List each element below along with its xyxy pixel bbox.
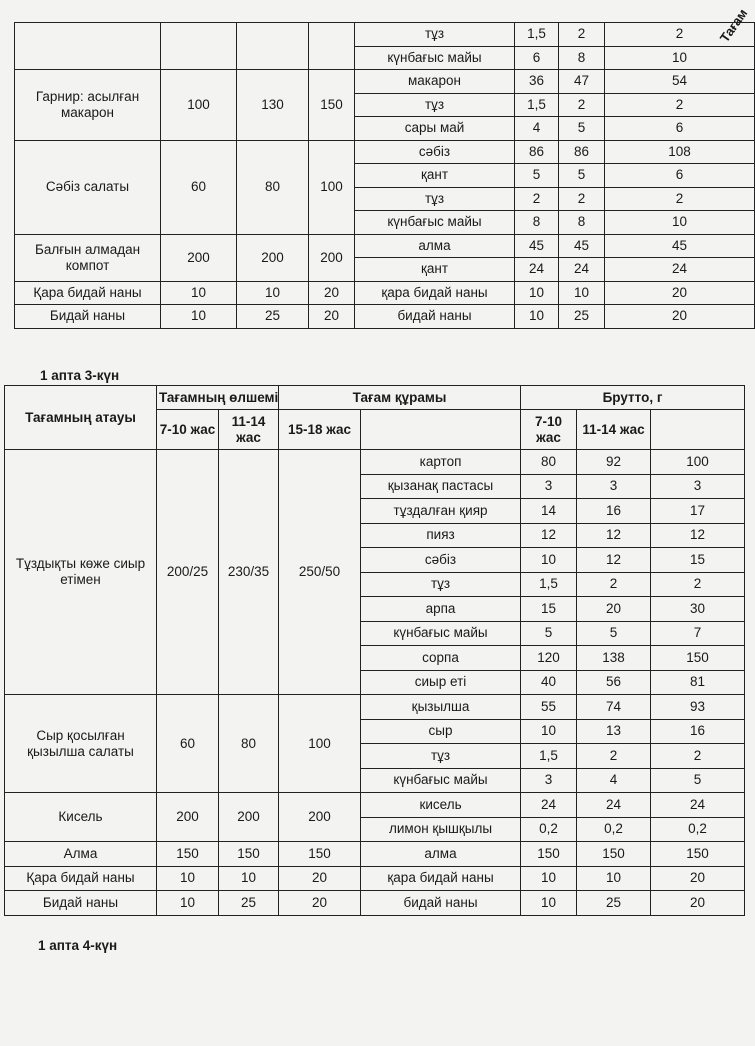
brutto-cell-3: 20 — [651, 866, 745, 891]
brutto-cell-3: 100 — [651, 450, 745, 475]
brutto-cell-2: 16 — [577, 499, 651, 524]
brutto-cell-1: 10 — [521, 891, 577, 916]
portion-cell-3: 100 — [279, 695, 361, 793]
brutto-cell-2: 86 — [559, 140, 605, 164]
ingredient-name-cell: сиыр еті — [361, 670, 521, 695]
ingredient-name-cell: лимон қышқылы — [361, 817, 521, 842]
portion-cell-2: 25 — [237, 305, 309, 329]
ingredient-name-cell: алма — [355, 234, 515, 258]
brutto-cell-3: 24 — [605, 258, 755, 282]
brutto-cell-2: 12 — [577, 548, 651, 573]
brutto-cell-2: 25 — [559, 305, 605, 329]
table-row — [15, 70, 755, 94]
brutto-cell-3: 12 — [651, 523, 745, 548]
brutto-cell-1: 1,5 — [521, 744, 577, 769]
ingredient-name-cell: күнбағыс майы — [355, 211, 515, 235]
ingredient-name-cell: тұз — [361, 744, 521, 769]
brutto-cell-3: 6 — [605, 164, 755, 188]
brutto-cell-3: 5 — [651, 768, 745, 793]
ingredient-name-cell: қызылша — [361, 695, 521, 720]
ingredient-name-cell: бидай наны — [355, 305, 515, 329]
portion-cell-1: 150 — [157, 842, 219, 867]
dish-name-cell: Сыр қосылған қызылша салаты — [5, 695, 157, 793]
brutto-cell-3: 6 — [605, 117, 755, 141]
brutto-cell-3: 150 — [651, 842, 745, 867]
portion-cell-3: 20 — [309, 305, 355, 329]
brutto-cell-1: 0,2 — [521, 817, 577, 842]
brutto-cell-3: 2 — [651, 572, 745, 597]
ingredient-name-cell: макарон — [355, 70, 515, 94]
portion-cell-1: 60 — [161, 140, 237, 234]
brutto-cell-2: 13 — [577, 719, 651, 744]
portion-cell-2: 80 — [219, 695, 279, 793]
portion-cell-2: 80 — [237, 140, 309, 234]
heading-week1-day4: 1 апта 4-күн — [38, 938, 118, 953]
brutto-cell-1: 14 — [521, 499, 577, 524]
portion-cell-1: 10 — [161, 281, 237, 305]
portion-cell-1: 10 — [161, 305, 237, 329]
portion-cell-3: 20 — [279, 891, 361, 916]
ingredient-name-cell: күнбағыс майы — [355, 46, 515, 70]
brutto-cell-2: 8 — [559, 46, 605, 70]
table-row — [15, 234, 755, 258]
brutto-cell-2: 56 — [577, 670, 651, 695]
heading-week1-day3: 1 апта 3-күн — [40, 368, 120, 383]
brutto-cell-1: 15 — [521, 597, 577, 622]
brutto-cell-2: 20 — [577, 597, 651, 622]
brutto-cell-1: 24 — [515, 258, 559, 282]
ingredient-name-cell: тұз — [355, 23, 515, 47]
portion-cell-2: 230/35 — [219, 450, 279, 695]
brutto-cell-3: 81 — [651, 670, 745, 695]
brutto-cell-2: 2 — [559, 93, 605, 117]
portion-cell-1: 10 — [157, 866, 219, 891]
table-row — [5, 891, 745, 916]
brutto-cell-3: 10 — [605, 211, 755, 235]
brutto-cell-1: 2 — [515, 187, 559, 211]
brutto-cell-2: 92 — [577, 450, 651, 475]
brutto-cell-1: 150 — [521, 842, 577, 867]
portion-cell-3: 20 — [279, 866, 361, 891]
portion-cell-3: 150 — [279, 842, 361, 867]
dish-name-cell: Қара бидай наны — [5, 866, 157, 891]
portion-cell-3: 250/50 — [279, 450, 361, 695]
brutto-cell-2: 2 — [577, 744, 651, 769]
brutto-cell-2: 0,2 — [577, 817, 651, 842]
brutto-cell-2: 4 — [577, 768, 651, 793]
portion-cell-2: 200 — [219, 793, 279, 842]
ingredient-name-cell: тұз — [361, 572, 521, 597]
header-age-7-10: 7-10 жас — [157, 410, 219, 450]
brutto-cell-1: 10 — [521, 548, 577, 573]
brutto-cell-1: 1,5 — [515, 93, 559, 117]
dish-name-cell: Сәбіз салаты — [15, 140, 161, 234]
table-row — [15, 305, 755, 329]
portion-cell-2: 10 — [237, 281, 309, 305]
brutto-cell-1: 24 — [521, 793, 577, 818]
dish-name-cell — [15, 23, 161, 70]
header-dish-name: Тағамның атауы — [5, 386, 157, 450]
ingredient-name-cell: қант — [355, 164, 515, 188]
brutto-cell-1: 1,5 — [515, 23, 559, 47]
brutto-cell-3: 15 — [651, 548, 745, 573]
dish-name-cell: Гарнир: асылған макарон — [15, 70, 161, 141]
brutto-cell-1: 45 — [515, 234, 559, 258]
brutto-cell-1: 4 — [515, 117, 559, 141]
portion-cell-1: 200 — [161, 234, 237, 281]
portion-cell-1: 100 — [161, 70, 237, 141]
brutto-cell-1: 120 — [521, 646, 577, 671]
portion-cell-2: 130 — [237, 70, 309, 141]
ingredient-name-cell: сыр — [361, 719, 521, 744]
menu-table-previous-day — [14, 22, 755, 329]
brutto-cell-2: 45 — [559, 234, 605, 258]
brutto-cell-1: 10 — [521, 719, 577, 744]
brutto-cell-3: 2 — [605, 23, 755, 47]
ingredient-name-cell: сары май — [355, 117, 515, 141]
brutto-cell-3: 45 — [605, 234, 755, 258]
dish-name-cell: Балғын алмадан компот — [15, 234, 161, 281]
brutto-cell-2: 5 — [577, 621, 651, 646]
header-brutto-age-7-10: 7-10 жас — [521, 410, 577, 450]
brutto-cell-2: 24 — [577, 793, 651, 818]
ingredient-name-cell: қара бидай наны — [355, 281, 515, 305]
header-brutto-age-11-14: 11-14 жас — [577, 410, 651, 450]
brutto-cell-2: 3 — [577, 474, 651, 499]
portion-cell-3: 200 — [279, 793, 361, 842]
portion-cell-3: 150 — [309, 70, 355, 141]
brutto-cell-3: 0,2 — [651, 817, 745, 842]
dish-name-cell: Алма — [5, 842, 157, 867]
brutto-cell-3: 24 — [651, 793, 745, 818]
dish-name-cell: Кисель — [5, 793, 157, 842]
header-brutto-blank — [651, 410, 745, 450]
table-row — [5, 866, 745, 891]
ingredient-name-cell: күнбағыс майы — [361, 621, 521, 646]
brutto-cell-1: 36 — [515, 70, 559, 94]
header-brutto: Брутто, г — [521, 386, 745, 410]
ingredient-name-cell: арпа — [361, 597, 521, 622]
brutto-cell-3: 108 — [605, 140, 755, 164]
portion-cell-2: 200 — [237, 234, 309, 281]
brutto-cell-2: 2 — [559, 23, 605, 47]
brutto-cell-1: 6 — [515, 46, 559, 70]
brutto-cell-3: 20 — [651, 891, 745, 916]
portion-cell-3 — [309, 23, 355, 70]
header-age-15-18: 15-18 жас — [279, 410, 361, 450]
brutto-cell-1: 3 — [521, 474, 577, 499]
ingredient-name-cell: картоп — [361, 450, 521, 475]
brutto-cell-3: 10 — [605, 46, 755, 70]
header-portion: Тағамның өлшемі — [157, 386, 279, 410]
brutto-cell-2: 12 — [577, 523, 651, 548]
brutto-cell-1: 1,5 — [521, 572, 577, 597]
table-row — [15, 140, 755, 164]
corner-fragment-text: Тағам — [716, 6, 751, 46]
brutto-cell-3: 7 — [651, 621, 745, 646]
brutto-cell-2: 24 — [559, 258, 605, 282]
brutto-cell-3: 93 — [651, 695, 745, 720]
brutto-cell-2: 2 — [577, 572, 651, 597]
brutto-cell-1: 5 — [521, 621, 577, 646]
brutto-cell-2: 25 — [577, 891, 651, 916]
ingredient-name-cell: пияз — [361, 523, 521, 548]
portion-cell-3: 200 — [309, 234, 355, 281]
ingredient-name-cell: тұз — [355, 187, 515, 211]
portion-cell-1: 200/25 — [157, 450, 219, 695]
portion-cell-1: 200 — [157, 793, 219, 842]
ingredient-name-cell: тұз — [355, 93, 515, 117]
dish-name-cell: Тұздықты көже сиыр етімен — [5, 450, 157, 695]
brutto-cell-1: 12 — [521, 523, 577, 548]
brutto-cell-1: 55 — [521, 695, 577, 720]
portion-cell-1: 10 — [157, 891, 219, 916]
brutto-cell-2: 150 — [577, 842, 651, 867]
brutto-cell-2: 8 — [559, 211, 605, 235]
brutto-cell-1: 5 — [515, 164, 559, 188]
ingredient-name-cell: кисель — [361, 793, 521, 818]
portion-cell-3: 100 — [309, 140, 355, 234]
dish-name-cell: Қара бидай наны — [15, 281, 161, 305]
table-row — [5, 450, 745, 475]
brutto-cell-2: 10 — [559, 281, 605, 305]
brutto-cell-2: 5 — [559, 117, 605, 141]
table-row — [5, 793, 745, 818]
brutto-cell-1: 3 — [521, 768, 577, 793]
brutto-cell-3: 2 — [651, 744, 745, 769]
portion-cell-1 — [161, 23, 237, 70]
brutto-cell-2: 10 — [577, 866, 651, 891]
header-age-11-14: 11-14 жас — [219, 410, 279, 450]
dish-name-cell: Бидай наны — [15, 305, 161, 329]
portion-cell-2: 25 — [219, 891, 279, 916]
ingredient-name-cell: сәбіз — [361, 548, 521, 573]
table-row — [15, 281, 755, 305]
brutto-cell-1: 10 — [515, 281, 559, 305]
brutto-cell-2: 74 — [577, 695, 651, 720]
brutto-cell-3: 30 — [651, 597, 745, 622]
brutto-cell-3: 2 — [605, 187, 755, 211]
ingredient-name-cell: қара бидай наны — [361, 866, 521, 891]
brutto-cell-3: 16 — [651, 719, 745, 744]
brutto-cell-2: 138 — [577, 646, 651, 671]
table-row — [15, 23, 755, 47]
ingredient-name-cell: күнбағыс майы — [361, 768, 521, 793]
header-composition: Тағам құрамы — [279, 386, 521, 410]
portion-cell-2: 10 — [219, 866, 279, 891]
ingredient-name-cell: қант — [355, 258, 515, 282]
brutto-cell-1: 10 — [521, 866, 577, 891]
brutto-cell-1: 10 — [515, 305, 559, 329]
table-row — [5, 695, 745, 720]
brutto-cell-1: 80 — [521, 450, 577, 475]
dish-name-cell: Бидай наны — [5, 891, 157, 916]
table-row — [5, 842, 745, 867]
ingredient-name-cell: сәбіз — [355, 140, 515, 164]
portion-cell-3: 20 — [309, 281, 355, 305]
table-header-row — [5, 386, 745, 410]
brutto-cell-3: 150 — [651, 646, 745, 671]
brutto-cell-3: 54 — [605, 70, 755, 94]
brutto-cell-1: 8 — [515, 211, 559, 235]
brutto-cell-3: 20 — [605, 305, 755, 329]
brutto-cell-3: 20 — [605, 281, 755, 305]
menu-table-day3 — [4, 385, 745, 916]
portion-cell-2 — [237, 23, 309, 70]
ingredient-name-cell: тұздалған қияр — [361, 499, 521, 524]
brutto-cell-3: 3 — [651, 474, 745, 499]
ingredient-name-cell: қызанақ пастасы — [361, 474, 521, 499]
portion-cell-2: 150 — [219, 842, 279, 867]
ingredient-name-cell: алма — [361, 842, 521, 867]
portion-cell-1: 60 — [157, 695, 219, 793]
brutto-cell-1: 86 — [515, 140, 559, 164]
header-composition-blank — [361, 410, 521, 450]
brutto-cell-2: 5 — [559, 164, 605, 188]
brutto-cell-2: 2 — [559, 187, 605, 211]
ingredient-name-cell: бидай наны — [361, 891, 521, 916]
ingredient-name-cell: сорпа — [361, 646, 521, 671]
brutto-cell-3: 17 — [651, 499, 745, 524]
brutto-cell-1: 40 — [521, 670, 577, 695]
brutto-cell-3: 2 — [605, 93, 755, 117]
brutto-cell-2: 47 — [559, 70, 605, 94]
